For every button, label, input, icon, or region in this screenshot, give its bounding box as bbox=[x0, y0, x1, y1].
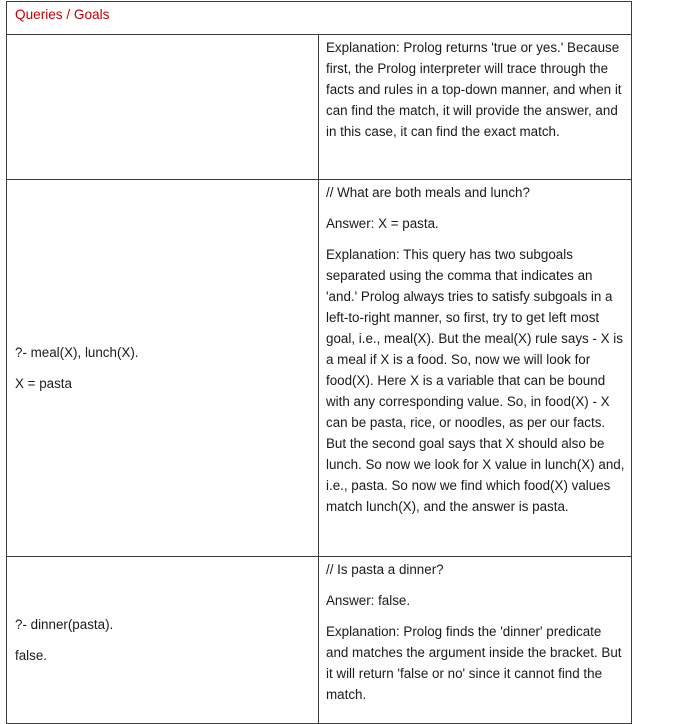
table-header-title: Queries / Goals bbox=[15, 7, 110, 22]
explanation-cell bbox=[319, 180, 632, 557]
query-result: X = pasta bbox=[15, 376, 72, 391]
query-text: ?- dinner(pasta). bbox=[15, 617, 114, 632]
explanation-text: Explanation: Prolog finds the 'dinner' predicate and matches the argument inside the bracket. But it will return 'false or no' since it cannot find the match. bbox=[326, 624, 622, 702]
table-header-cell bbox=[7, 2, 632, 35]
explanation-text: Explanation: This query has two subgoals separated using the comma that indicates an 'and.' Prolog always tries to satisfy subgoals in a left-to-right manner, so first, try to get left most goal, i.e., meal(X). But the meal(X) rule says - X is a meal if X is a food. So, now we will look for food(X). Here X is a variable that can be bound with any corresponding value. So, in food(X) - X can be pasta, rice, or noodles, as per our facts. But the second goal says that X should also be lunch. So now we look for X value in lunch(X) and, i.e., pasta. So now we find which food(X) values match lunch(X), and the answer is pasta. bbox=[326, 247, 625, 514]
query-text: ?- meal(X), lunch(X). bbox=[15, 345, 139, 360]
query-cell bbox=[7, 180, 319, 557]
query-result: false. bbox=[15, 648, 48, 663]
explanation-cell bbox=[319, 35, 632, 180]
question-comment: // What are both meals and lunch? bbox=[326, 185, 530, 200]
query-cell bbox=[7, 35, 319, 180]
question-comment: // Is pasta a dinner? bbox=[326, 562, 444, 577]
answer-text: Answer: X = pasta. bbox=[326, 216, 439, 231]
explanation-text: Explanation: Prolog returns 'true or yes.' Because first, the Prolog interpreter will trace through the facts and rules in a top-down manner, and when it can find the match, it will provide the answer, and in this case, it can find the exact match. bbox=[326, 40, 622, 139]
table-header-row bbox=[7, 2, 632, 35]
explanation-cell bbox=[319, 557, 632, 724]
table-row bbox=[7, 557, 632, 724]
queries-table bbox=[6, 1, 632, 724]
table-row bbox=[7, 180, 632, 557]
answer-text: Answer: false. bbox=[326, 593, 411, 608]
table-row bbox=[7, 35, 632, 180]
query-cell bbox=[7, 557, 319, 724]
